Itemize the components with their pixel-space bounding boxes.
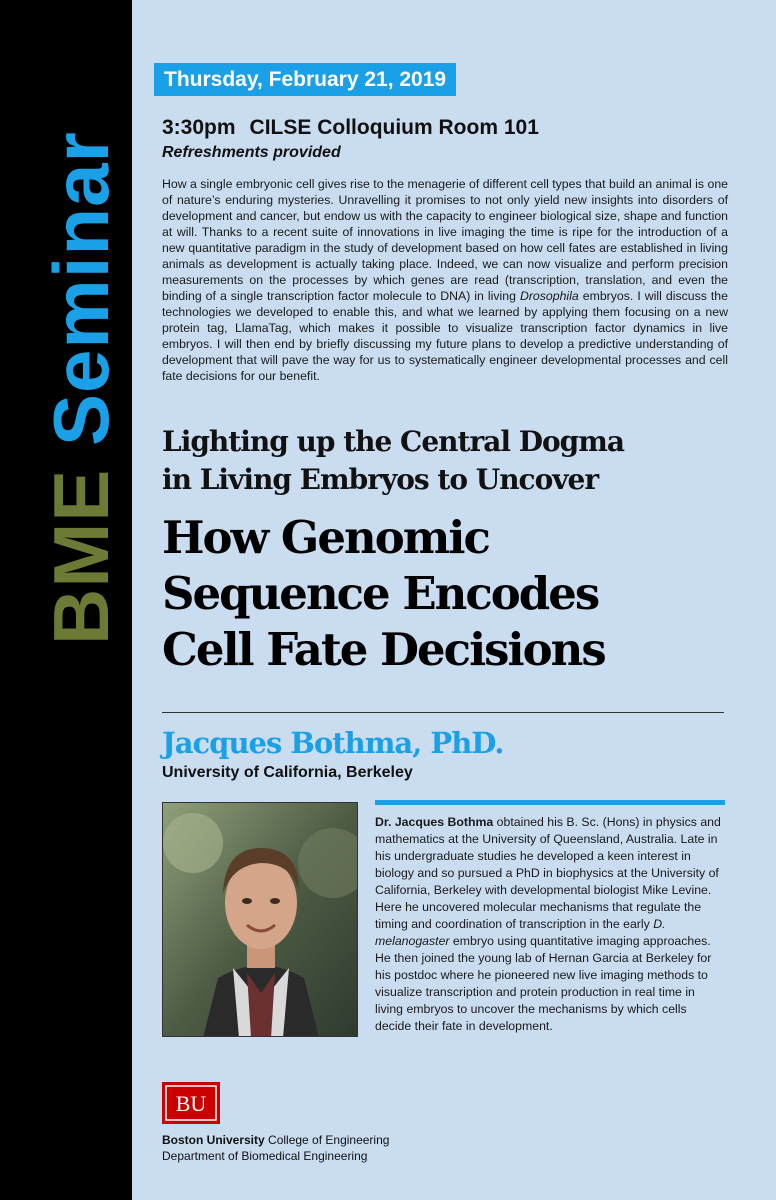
- bio-part2: embryo using quantitative imaging approaches. He then joined the young lab of Hernan Garcia at Berkeley for his postdoc where he pioneered new live imaging methods to visualize transcription and protein production in real time in living embryos to uncover the mechanisms by which cells decide their fate in development.: [375, 934, 712, 1033]
- abstract-part1: How a single embryonic cell gives rise to the menagerie of different cell types that build an animal is one of nature’s enduring mysteries. Unravelling it promises to not only yield new insights into disorders of development and cancer, but endow us with the capacity to engineer biological size, shape and function at will. Thanks to a recent suite of innovations in live imaging the time is ripe for the introduction of a new quantitative paradigm in the study of development based on how cell fates are established in living animals as development is actually taking place. Indeed, we can now visualize and perform precision measurements on the processes by which genes are read (transcription, translation, and even the binding of a single transcription factor molecule to DNA) in living: [162, 177, 728, 303]
- talk-subtitle: [162, 423, 742, 499]
- footer-university: [162, 1132, 389, 1148]
- title-seminar: Seminar: [37, 131, 125, 446]
- date-banner: Thursday, February 21, 2019: [154, 63, 456, 96]
- bu-logo-icon: [162, 1082, 220, 1124]
- bu-logo: [162, 1082, 220, 1124]
- bio-italic: D. melanogaster: [375, 917, 666, 948]
- bio-accent-rule: [375, 800, 725, 805]
- vertical-title: [37, 45, 125, 645]
- footer-college: College of Engineering: [264, 1133, 390, 1147]
- footer-univ-name: Boston University: [162, 1133, 265, 1147]
- bio-part1: obtained his B. Sc. (Hons) in physics and mathematics at the University of Queensland, Australia. Late in his undergraduate studies he developed a keen interest in biology and so pursued a PhD in biophysics at the University of California, Berkeley with developmental biologist Mike Levine. Here he uncovered molecular mechanisms that regulate the timing and coordination of transcription in the early: [375, 815, 721, 931]
- bio-name: Dr. Jacques Bothma: [375, 815, 494, 829]
- speaker-photo-illustration: [163, 803, 358, 1037]
- sidebar: [0, 0, 132, 1200]
- refreshments-note: Refreshments provided: [162, 144, 341, 161]
- event-location: CILSE Colloquium Room 101: [249, 116, 539, 139]
- footer-department: Department of Biomedical Engineering: [162, 1149, 368, 1163]
- speaker-bio: [375, 814, 725, 1035]
- event-time: 3:30pm: [162, 116, 236, 139]
- subtitle-line-1: Lighting up the Central Dogma: [162, 425, 625, 458]
- title-line-2: Sequence Encodes: [162, 567, 599, 620]
- divider: [162, 712, 724, 713]
- speaker-photo: [162, 802, 358, 1037]
- title-line-1: How Genomic: [162, 511, 489, 564]
- subtitle-line-2: in Living Embryos to Uncover: [162, 463, 599, 496]
- abstract: [162, 176, 728, 384]
- abstract-part2: embryos. I will discuss the technologies we developed to enable this, and what we learned by applying them focusing on a new protein tag, LlamaTag, which makes it possible to visualize transcription factor dynamics in live embryos. I will then end by briefly discussing my future plans to develop a predictive understanding of development that will pave the way for us to systematically engineer developmental processes and cell fate decisions for our benefit.: [162, 289, 728, 383]
- speaker-name: Jacques Bothma, PhD.: [162, 726, 504, 760]
- talk-title: [162, 510, 762, 678]
- logo-text: BU: [175, 1091, 207, 1116]
- abstract-italic: Drosophila: [519, 289, 579, 303]
- title-line-3: Cell Fate Decisions: [162, 623, 605, 676]
- title-bme: BME: [37, 468, 125, 645]
- speaker-affiliation: University of California, Berkeley: [162, 764, 413, 781]
- time-location: [162, 116, 539, 140]
